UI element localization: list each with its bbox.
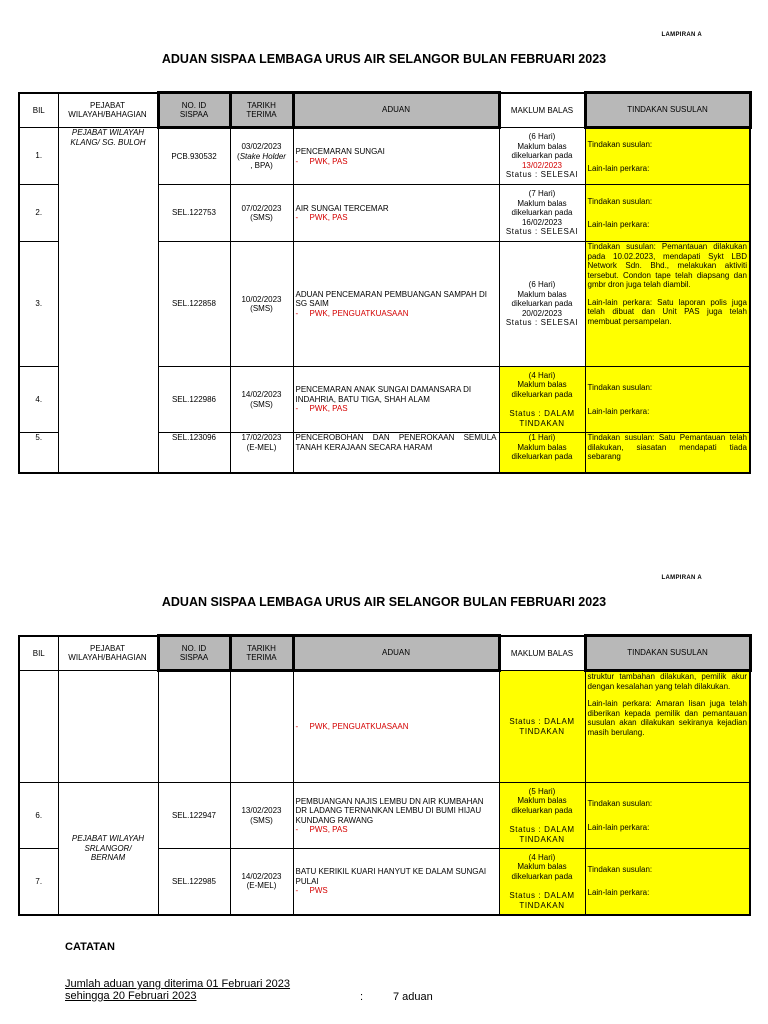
date-cell: 13/02/2023 (SMS) [230, 783, 293, 849]
catatan-heading: CATATAN [65, 941, 115, 953]
date-cell: 03/02/2023 (Stake Holder , BPA) [230, 128, 293, 185]
feedback-cell: Status : DALAM TINDAKAN [499, 671, 585, 783]
feedback-cell: (4 Hari) Maklum balas dikeluarkan pada Status : DALAM TINDAKAN [499, 367, 585, 433]
bil-cell: 6. [19, 783, 58, 849]
summary-colon: : [360, 991, 364, 1003]
summary-count: 7 aduan [393, 991, 433, 1003]
bil-cell: 7. [19, 849, 58, 915]
header-no-id: NO. ID SISPAA [158, 636, 230, 671]
office-cell: PEJABAT WILAYAH SRLANGOR/ BERNAM [58, 783, 158, 915]
header-maklum-balas: MAKLUM BALAS [499, 93, 585, 128]
date-cell: 14/02/2023 (E-MEL) [230, 849, 293, 915]
complaints-table-2 [18, 634, 752, 916]
followup-cell: Tindakan susulan: Lain-lain perkara: [585, 128, 750, 185]
sispaa-id-cell: PCB.930532 [158, 128, 230, 185]
header-maklum-balas: MAKLUM BALAS [499, 636, 585, 671]
header-tarikh: TARIKH TERIMA [230, 636, 293, 671]
bil-cell: 2. [19, 185, 58, 242]
header-tarikh: TARIKH TERIMA [230, 93, 293, 128]
sispaa-id-cell: SEL.122858 [158, 242, 230, 367]
feedback-cell: (6 Hari) Maklum balas dikeluarkan pada 13/02/2023 Status : SELESAI [499, 128, 585, 185]
complaint-cell: PEMBUANGAN NAJIS LEMBU DN AIR KUMBAHAN DR LADANG TERNANKAN LEMBU DI BUMI HIJAU KUNDANG RAWANG - PWS, PAS [293, 783, 499, 849]
complaint-cell: - PWK, PENGUATKUASAAN [293, 671, 499, 783]
sispaa-id-cell [158, 671, 230, 783]
table-header-row [19, 636, 750, 671]
followup-cell: Tindakan susulan: Pemantauan dilakukan pada 10.02.2023, mendapati Sykt LBD Network Sdn. Bhd., melakukan aktiviti tersebut. Condon tape telah diapsang dan gmbr dron juga telah diambil. Lain-lain perkara: Satu laporan polis juga telah dibuat dan Unit PAS juga telah membuat persampelan. [585, 242, 750, 367]
followup-cell: Tindakan susulan: Satu Pemantauan telah dilakukan, siasatan mendapati tiada sebarang [585, 433, 750, 473]
sispaa-id-cell: SEL.123096 [158, 433, 230, 473]
header-pejabat: PEJABAT WILAYAH/BAHAGIAN [58, 93, 158, 128]
bil-cell: 5. [19, 433, 58, 473]
header-pejabat: PEJABAT WILAYAH/BAHAGIAN [58, 636, 158, 671]
complaint-cell: BATU KERIKIL KUARI HANYUT KE DALAM SUNGAI PULAI - PWS [293, 849, 499, 915]
lampiran-label: LAMPIRAN A [661, 32, 702, 38]
date-cell: 17/02/2023 (E-MEL) [230, 433, 293, 473]
feedback-cell: (1 Hari) Maklum balas dikeluarkan pada [499, 433, 585, 473]
complaint-cell: AIR SUNGAI TERCEMAR - PWK, PAS [293, 185, 499, 242]
header-tindakan-susulan: TINDAKAN SUSULAN [585, 636, 750, 671]
office-cell: PEJABAT WILAYAH KLANG/ SG. BULOH [58, 128, 158, 473]
header-bil: BIL [19, 636, 58, 671]
followup-cell: Tindakan susulan: Lain-lain perkara: [585, 185, 750, 242]
complaint-cell: PENCEROBOHAN DAN PENEROKAAN SEMULA TANAH KERAJAAN SECARA HARAM [293, 433, 499, 473]
date-cell: 14/02/2023 (SMS) [230, 367, 293, 433]
header-aduan: ADUAN [293, 636, 499, 671]
feedback-cell: (4 Hari) Maklum balas dikeluarkan pada Status : DALAM TINDAKAN [499, 849, 585, 915]
sispaa-id-cell: SEL.122753 [158, 185, 230, 242]
bil-cell: 1. [19, 128, 58, 185]
followup-cell: Tindakan susulan: Lain-lain perkara: [585, 849, 750, 915]
header-aduan: ADUAN [293, 93, 499, 128]
date-cell [230, 671, 293, 783]
lampiran-label: LAMPIRAN A [661, 575, 702, 581]
feedback-cell: (6 Hari) Maklum balas dikeluarkan pada 20/02/2023 Status : SELESAI [499, 242, 585, 367]
table-row [19, 671, 750, 783]
sispaa-id-cell: SEL.122985 [158, 849, 230, 915]
followup-cell: struktur tambahan dilakukan, pemilik akur dengan kesalahan yang telah dilakukan. Lain-lain perkara: Amaran lisan juga telah diberikan kepada pemilik dan pemantauan susulan akan dilakukan sekiranya kejadian masih berulang. [585, 671, 750, 783]
sispaa-id-cell: SEL.122947 [158, 783, 230, 849]
complaint-cell: ADUAN PENCEMARAN PEMBUANGAN SAMPAH DI SG SAIM - PWK, PENGUATKUASAAN [293, 242, 499, 367]
complaint-cell: PENCEMARAN SUNGAI - PWK, PAS [293, 128, 499, 185]
date-cell: 07/02/2023 (SMS) [230, 185, 293, 242]
complaint-cell: PENCEMARAN ANAK SUNGAI DAMANSARA DI INDAHRIA, BATU TIGA, SHAH ALAM - PWK, PAS [293, 367, 499, 433]
header-bil: BIL [19, 93, 58, 128]
header-tindakan-susulan: TINDAKAN SUSULAN [585, 93, 750, 128]
followup-cell: Tindakan susulan: Lain-lain perkara: [585, 783, 750, 849]
header-no-id: NO. ID SISPAA [158, 93, 230, 128]
page-title: ADUAN SISPAA LEMBAGA URUS AIR SELANGOR BULAN FEBRUARI 2023 [161, 52, 607, 66]
followup-cell: Tindakan susulan: Lain-lain perkara: [585, 367, 750, 433]
bil-cell: 3. [19, 242, 58, 367]
summary-text: Jumlah aduan yang diterima 01 Februari 2023 sehingga 20 Februari 2023 [65, 978, 291, 1002]
bil-cell [19, 671, 58, 783]
feedback-cell: (7 Hari) Maklum balas dikeluarkan pada 16/02/2023 Status : SELESAI [499, 185, 585, 242]
feedback-cell: (5 Hari) Maklum balas dikeluarkan pada Status : DALAM TINDAKAN [499, 783, 585, 849]
page-title: ADUAN SISPAA LEMBAGA URUS AIR SELANGOR BULAN FEBRUARI 2023 [161, 595, 607, 609]
office-cell [58, 671, 158, 783]
table-row [19, 783, 750, 849]
date-cell: 10/02/2023 (SMS) [230, 242, 293, 367]
bil-cell: 4. [19, 367, 58, 433]
sispaa-id-cell: SEL.122986 [158, 367, 230, 433]
